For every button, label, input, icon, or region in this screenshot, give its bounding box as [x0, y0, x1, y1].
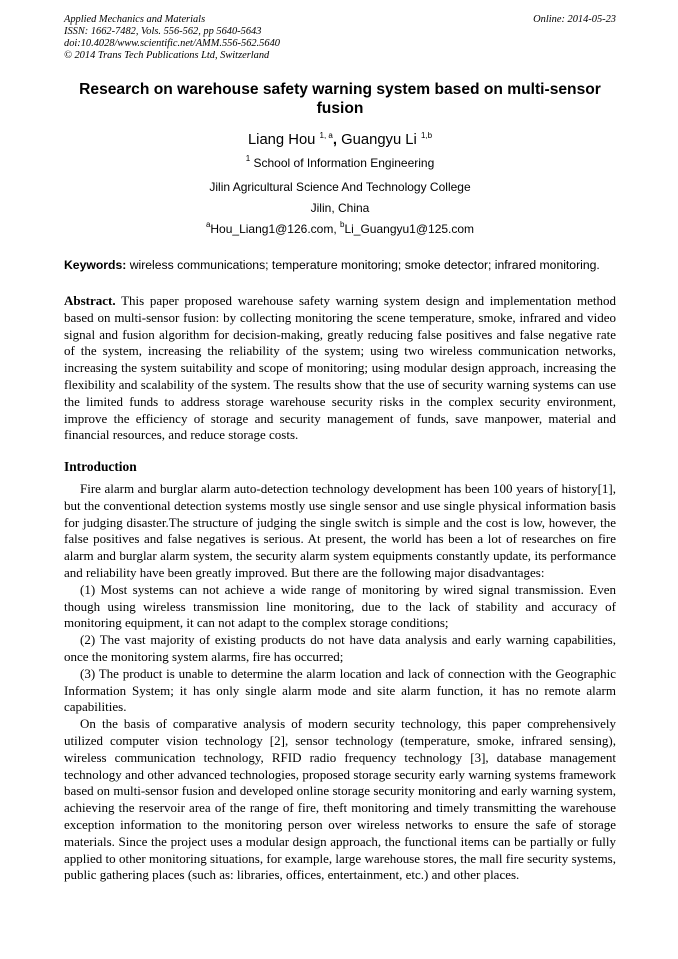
keywords	[64, 258, 624, 273]
email-b: Li_Guangyu1@125.com	[344, 222, 475, 236]
affiliation-superscript: 1	[245, 154, 251, 163]
journal-header	[64, 14, 616, 62]
author-name: Liang Hou	[247, 132, 316, 148]
doi-line: doi:10.4028/www.scientific.net/AMM.556-562.5640	[64, 38, 280, 49]
copyright-line: © 2014 Trans Tech Publications Ltd, Switzerland	[64, 50, 270, 61]
author-emails	[64, 222, 616, 237]
paper-title: Research on warehouse safety warning system based on multi-sensor fusion	[79, 81, 601, 117]
intro-paragraph: (2) The vast majority of existing products do not have data analysis and early warning capabilities, once the monitoring system alarms, fire has occurred;	[64, 632, 616, 664]
affiliation-location: Jilin, China	[310, 201, 370, 215]
author-line	[64, 131, 616, 149]
keywords-label: Keywords:	[64, 258, 127, 272]
keywords-text: wireless communications; temperature monitoring; smoke detector; infrared monitoring.	[129, 258, 600, 272]
author-superscript: 1,b	[420, 131, 433, 140]
issn-line: ISSN: 1662-7482, Vols. 556-562, pp 5640-5643	[64, 26, 262, 37]
journal-name: Applied Mechanics and Materials	[64, 14, 206, 25]
abstract-label: Abstract.	[64, 293, 116, 308]
intro-paragraph: (1) Most systems can not achieve a wide range of monitoring by wired signal transmission. Even though using wireless transmission line monitoring, due to the lack of stability and accuracy of monitoring equipment, it can not adapt to the complex storage conditions;	[64, 581, 616, 631]
intro-paragraph: On the basis of comparative analysis of modern security technology, this paper comprehensively utilized computer vision technology [2], sensor technology (temperature, smoke, infrared sensing), wireless communication technology, RFID radio frequency technology [3], database management technology and other advanced technologies, proposed storage security early warning systems framework based on multi-sensor fusion and developed online storage security monitoring and early warning system, achieving the reservoir area of the range of fire, theft monitoring and timely transmitting the warehouse exception information to the monitoring person over wireless networks to ensure the safe of storage materials. Since the project uses a modular design approach, the functional items can be partially or fully applied to other monitoring situations, for example, large warehouse stores, the mall fire security systems, public gathering places (such as: libraries, offices, entertainment, etc.) and other places.	[64, 716, 616, 883]
author-separator: ,	[332, 132, 337, 148]
abstract	[64, 293, 616, 444]
intro-paragraph: (3) The product is unable to determine the alarm location and lack of connection with the Geographic Information System; it has only single alarm mode and site alarm function, it has no remote alarm capabilities.	[64, 665, 616, 715]
author-name: Guangyu Li	[341, 132, 417, 148]
email-superscript: b	[340, 220, 345, 229]
intro-paragraph: Fire alarm and burglar alarm auto-detection technology development has been 100 years of history[1], but the conventional detection systems mostly use single sensor and use single physical information basis for judging disaster.The structure of judging the single switch is simple and the cost is low, however, the false positives and false negatives is serious. At present, the world has been a lot of researches on fire alarm and burglar alarm system, the security alarm system equipments constantly update, its performance and reliability have been greatly improved. But there are the following major disadvantages:	[64, 481, 616, 580]
introduction-body	[64, 481, 616, 884]
online-date: Online: 2014-05-23	[533, 14, 616, 25]
email-a: Hou_Liang1@126.com,	[210, 222, 337, 236]
affiliation-college: Jilin Agricultural Science And Technology College	[209, 180, 471, 194]
section-heading-introduction: Introduction	[64, 459, 137, 474]
author-superscript: 1, a	[319, 131, 333, 140]
affiliation-department: $^1$ School of Information Engineering	[245, 154, 435, 170]
abstract-text: This paper proposed warehouse safety warning system design and implementation method based on multi-sensor fusion: by collecting monitoring the scene temperature, smoke, infrared and video signal and fusion algorithm for decision-making, greatly reducing false positives and false negative rate of the system, increasing the reliability of the system; using two wireless communication networks, increasing the system suitability and scope of monitoring; using modular design approach, increasing the flexibility and scalability of the system. The results show that the use of security warning systems can use the limited funds to address storage warehouse security risks in the complex security environment, improve the efficiency of storage and security management of funds, save manpower, material and financial resources, and reduce storage costs.	[64, 293, 616, 443]
email-superscript: a	[205, 220, 211, 229]
